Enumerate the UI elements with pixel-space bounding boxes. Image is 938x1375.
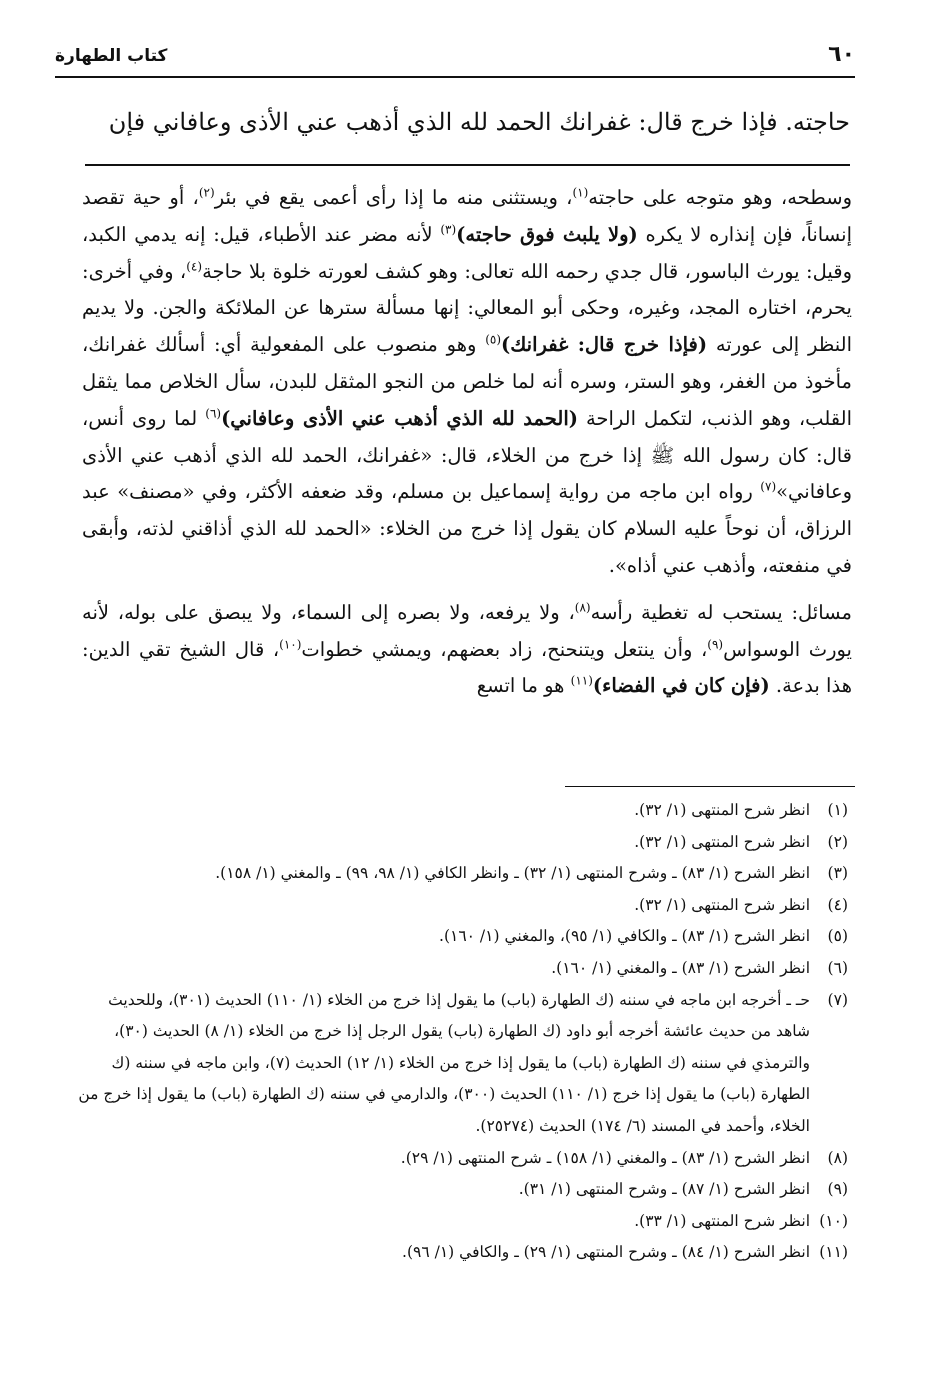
- footnote-ref[interactable]: (٦): [205, 406, 222, 421]
- footnote-ref[interactable]: (١١): [570, 673, 593, 688]
- footnote-text: انظر شرح المنتهى (١/ ٣٢).: [634, 801, 810, 819]
- footnote: [70, 858, 848, 890]
- matn-divider: [85, 164, 850, 166]
- footnotes: [70, 795, 848, 1269]
- footnote-number: (٦): [827, 958, 848, 977]
- footnote: [70, 985, 848, 1143]
- footnote-text: انظر الشرح (١/ ٨٧) ـ وشرح المنتهى (١/ ٣١).: [518, 1180, 810, 1199]
- footnote-number: (٤): [827, 895, 848, 914]
- footnote-number: (٢): [827, 832, 848, 851]
- footnote-text: انظر الشرح (١/ ٨٣) ـ وشرح المنتهى (١/ ٣٢) ـ وانظر الكافي (١/ ٩٨، ٩٩) ـ والمغني (١/ ١٥٨).: [215, 864, 810, 883]
- footnote-ref[interactable]: (٨): [574, 600, 591, 615]
- footnote-ref[interactable]: (٧): [760, 479, 777, 494]
- commentary-paragraph: وسطحه، وهو متوجه على حاجته$^{(١)}$، ويستثنى منه ما إذا رأى أعمى يقع في بئر$^{(٢)}$، أو حية تقصد إنساناً، فإن إنذاره لا يكره (ولا يلبث فوق حاجته)$^{(٣)}$ لأنه مضر عند الأطباء، قيل: إنه يدمي الكبد، وقيل: يورث الباسور، قال جدي رحمه الله تعالى: وهو كشف لعورته خلوة بلا حاجة$^{(٤)}$، وفي أخرى: يحرم، اختاره المجد، وغيره، وحكى أبو المعالي: إنها مسألة سترها عن الملائكة والجن. ولا يديم النظر إلى عورته (فإذا خرج قال: غفرانك)$^{(٥)}$ وهو منصوب على المفعولية أي: أسألك غفرانك، مأخوذ من الغفر، وهو الستر، وسره أنه لما خلص من النجو المثقل للبدن، سأل الخلاص مما يثقل القلب، وهو الذنب، لتكمل الراحة (الحمد لله الذي أذهب عني الأذى وعافاني)$^{(٦)}$ لما روى أنس، قال: كان رسول الله ﷺ إذا خرج من الخلاء، قال: «غفرانك، الحمد لله الذي أذهب عني الأذى وعافاني»$^{(٧)}$ رواه ابن ماجه من رواية إسماعيل بن مسلم، وقد ضعفه الأكثر، وفي «مصنف» عبد الرزاق، أن نوحاً عليه السلام كان يقول إذا خرج من الخلاء: «الحمد لله الذي أذاقني لذته، وأبقى في منفعته، وأذهب عني أذاه».: [82, 185, 853, 577]
- matn-text: حاجته. فإذا خرج قال: غفرانك الحمد لله الذي أذهب عني الأذى وعافاني فإن: [108, 108, 850, 136]
- matn-quote: (فإذا خرج قال: غفرانك): [501, 333, 708, 357]
- footnote-ref[interactable]: (١٠): [279, 637, 302, 652]
- footnote-text: حـ ـ أخرجه ابن ماجه في سننه (ك الطهارة (باب) ما يقول إذا خرج من الخلاء (١/ ١١٠) الحديث (٣٠١)، وللحديث شاهد من حديث عائشة أخرجه أبو داود (ك الطهارة (باب) يقول الرجل إذا خرج من الخلاء (١/ ٨) الحديث (٣٠)، والترمذي في سننه (ك الطهارة (باب) ما يقول إذا خرج من الخلاء (١/ ١٢) الحديث (٧)، وابن ماجه في سننه (ك الطهارة (باب) ما يقول إذا خرج (١/ ١١٠) الحديث (٣٠٠)، والدارمي في سننه (ك الطهارة (باب) ما يقول إذا خرج من الخلاء، وأحمد في المسند (٦/ ١٧٤) الحديث (٢٥٢٧٤).: [78, 990, 810, 1135]
- footnote-text: انظر شرح المنتهى (١/ ٣٢).: [634, 895, 810, 914]
- footnote-number: (٥): [827, 927, 848, 946]
- footnote-text: انظر شرح المنتهى (١/ ٣٣).: [634, 1211, 810, 1230]
- footnote: [70, 1174, 848, 1206]
- footnote-number: (٩): [827, 1180, 848, 1199]
- footnote-ref[interactable]: (٤): [186, 259, 203, 274]
- footnote-ref[interactable]: (٣): [440, 222, 457, 237]
- footnote-text: انظر شرح المنتهى (١/ ٣٢).: [634, 832, 810, 851]
- footnote-number: (٣): [827, 864, 848, 883]
- footnote: [70, 1206, 848, 1238]
- footnote-number: (١١): [819, 1243, 848, 1262]
- footnote-number: (٧): [827, 990, 848, 1009]
- commentary-paragraph: مسائل: يستحب له تغطية رأسه$^{(٨)}$، ولا يرفعه، ولا بصره إلى السماء، ولا يبصق على بوله، لأنه يورث الوسواس$^{(٩)}$، وأن ينتعل ويتنحنح، زاد بعضهم، ويمشي خطوات$^{(١٠)}$، قال الشيخ تقي الدين: هذا بدعة. (فإن كان في الفضاء)$^{(١١)}$ هو ما اتسع: [82, 600, 852, 698]
- matn-quote: (الحمد لله الذي أذهب عني الأذى وعافاني): [221, 406, 578, 430]
- footnote-text: انظر الشرح (١/ ٨٤) ـ وشرح المنتهى (١/ ٢٩) ـ والكافي (١/ ٩٦).: [402, 1243, 810, 1262]
- footnote-ref[interactable]: (١): [572, 185, 589, 200]
- book-title: كتاب الطهارة: [55, 46, 168, 66]
- footnote-number: (١): [827, 801, 848, 819]
- footnote: [70, 890, 848, 922]
- footnote-text: انظر الشرح (١/ ٨٣) ـ والكافي (١/ ٩٥)، والمغني (١/ ١٦٠).: [439, 927, 810, 946]
- footnote: [70, 827, 848, 859]
- footnote: [70, 1143, 848, 1175]
- running-header: [55, 42, 855, 78]
- footnote-ref[interactable]: (٩): [707, 637, 724, 652]
- footnote: [70, 921, 848, 953]
- commentary: [82, 180, 852, 705]
- page-number: ٦٠: [828, 42, 855, 67]
- footnote-divider: [565, 786, 855, 787]
- footnote: [70, 953, 848, 985]
- matn-quote: (ولا يلبث فوق حاجته): [456, 222, 638, 246]
- footnote-number: (٨): [827, 1148, 848, 1167]
- footnote-number: (١٠): [819, 1211, 848, 1230]
- footnote-text: انظر الشرح (١/ ٨٣) ـ والمغني (١/ ١٥٨) ـ شرح المنتهى (١/ ٢٩).: [400, 1148, 810, 1167]
- footnote: [70, 795, 848, 827]
- matn-quote: (فإن كان في الفضاء): [592, 674, 770, 698]
- footnote: [70, 1237, 848, 1269]
- footnote-ref[interactable]: (٢): [198, 185, 215, 200]
- footnote-ref[interactable]: (٥): [485, 332, 502, 347]
- footnote-text: انظر الشرح (١/ ٨٣) ـ والمغني (١/ ١٦٠).: [551, 958, 810, 977]
